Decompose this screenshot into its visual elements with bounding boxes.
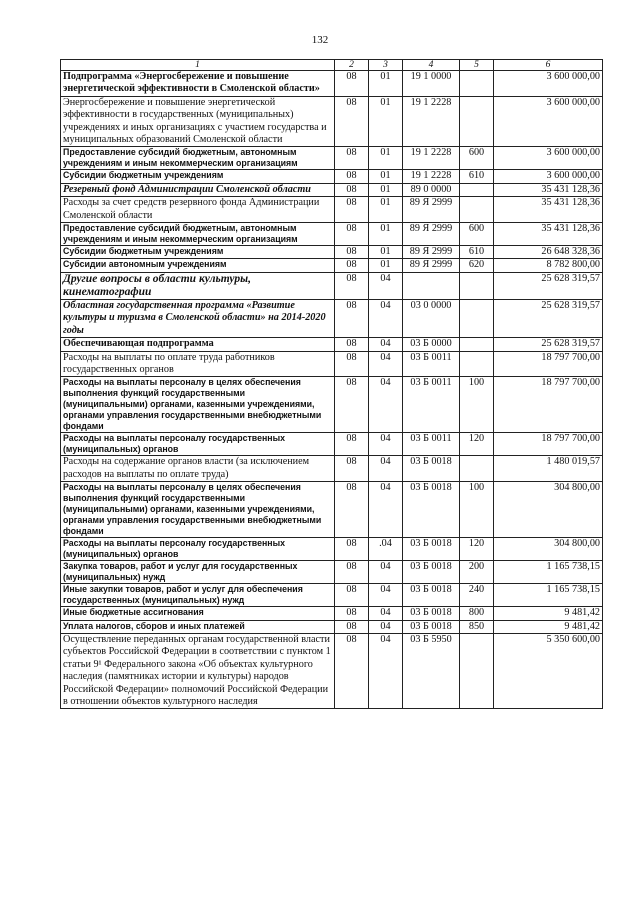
- row-target-article-cell: 03 Б 0011: [403, 433, 460, 456]
- row-target-article-cell: 89 Я 2999: [403, 259, 460, 272]
- row-expense-type-cell: 600: [460, 147, 494, 170]
- row-amount-cell: 5 350 600,00: [494, 633, 603, 708]
- row-name-cell: Расходы на выплаты по оплате труда работников государственных органов: [61, 351, 335, 377]
- row-amount-cell: 3 600 000,00: [494, 71, 603, 97]
- row-target-article-cell: 03 Б 0000: [403, 338, 460, 351]
- row-target-article-cell: 03 Б 5950: [403, 633, 460, 708]
- row-target-article-cell: 19 1 0000: [403, 71, 460, 97]
- row-expense-type-cell: 610: [460, 246, 494, 259]
- row-name-cell: Резервный фонд Администрации Смоленской области: [61, 183, 335, 196]
- row-expense-type-cell: 610: [460, 170, 494, 183]
- row-subsection-cell: 01: [369, 170, 403, 183]
- row-expense-type-cell: [460, 351, 494, 377]
- row-name-cell: Расходы на выплаты персоналу в целях обеспечения выполнения функций государственными (муниципальными) органами, казенными учреждениями, органами управления государственными внебюджетными фондами: [61, 377, 335, 433]
- row-section-cell: 08: [335, 246, 369, 259]
- page-number: 132: [311, 34, 329, 46]
- row-name-cell: Иные закупки товаров, работ и услуг для обеспечения государственных (муниципальных) нужд: [61, 584, 335, 607]
- row-amount-cell: 1 480 019,57: [494, 456, 603, 482]
- row-subsection-cell: 04: [369, 456, 403, 482]
- row-subsection-cell: 04: [369, 620, 403, 633]
- row-expense-type-cell: [460, 338, 494, 351]
- row-expense-type-cell: [460, 71, 494, 97]
- table-row: [61, 633, 603, 708]
- row-target-article-cell: 89 Я 2999: [403, 197, 460, 223]
- row-target-article-cell: [403, 272, 460, 299]
- row-subsection-cell: 04: [369, 633, 403, 708]
- table-row: [61, 197, 603, 223]
- row-expense-type-cell: [460, 183, 494, 196]
- row-section-cell: 08: [335, 223, 369, 246]
- row-expense-type-cell: [460, 633, 494, 708]
- row-name-cell: Расходы на выплаты персоналу в целях обеспечения выполнения функций государственными (муниципальными) органами, казенными учреждениями, органами управления государственными внебюджетными фондами: [61, 482, 335, 538]
- row-section-cell: 08: [335, 197, 369, 223]
- row-name-cell: Осуществление переданных органам государственной власти субъектов Российской Федерации в соответствии с пунктом 1 статьи 9¹ Федерального закона «Об объектах культурного наследия (памятниках истории и культуры) народов Российской Федерации» полномочий Российской Федерации в отношении объектов культурного наследия: [61, 633, 335, 708]
- row-amount-cell: 1 165 738,15: [494, 561, 603, 584]
- row-expense-type-cell: 120: [460, 433, 494, 456]
- row-amount-cell: 3 600 000,00: [494, 147, 603, 170]
- row-amount-cell: 304 800,00: [494, 482, 603, 538]
- table-row: [61, 96, 603, 147]
- table-row: [61, 607, 603, 620]
- row-subsection-cell: 04: [369, 607, 403, 620]
- row-subsection-cell: 04: [369, 299, 403, 337]
- row-target-article-cell: 03 0 0000: [403, 299, 460, 337]
- row-amount-cell: 25 628 319,57: [494, 272, 603, 299]
- row-subsection-cell: 04: [369, 338, 403, 351]
- row-section-cell: 08: [335, 96, 369, 147]
- budget-table: [60, 59, 603, 709]
- table-row: [61, 584, 603, 607]
- row-subsection-cell: 01: [369, 71, 403, 97]
- header-col-4: 4: [403, 60, 460, 71]
- row-section-cell: 08: [335, 259, 369, 272]
- table-row: [61, 338, 603, 351]
- header-col-5: 5: [460, 60, 494, 71]
- row-subsection-cell: 04: [369, 272, 403, 299]
- row-amount-cell: 35 431 128,36: [494, 183, 603, 196]
- row-expense-type-cell: [460, 299, 494, 337]
- row-subsection-cell: 04: [369, 482, 403, 538]
- row-section-cell: 08: [335, 170, 369, 183]
- row-name-cell: Предоставление субсидий бюджетным, автономным учреждениям и иным некоммерческим организациям: [61, 147, 335, 170]
- table-row: [61, 620, 603, 633]
- row-target-article-cell: 89 0 0000: [403, 183, 460, 196]
- row-section-cell: 08: [335, 71, 369, 97]
- row-amount-cell: 9 481,42: [494, 607, 603, 620]
- row-subsection-cell: 04: [369, 561, 403, 584]
- row-expense-type-cell: [460, 197, 494, 223]
- row-amount-cell: 3 600 000,00: [494, 170, 603, 183]
- table-row: [61, 272, 603, 299]
- row-name-cell: Областная государственная программа «Развитие культуры и туризма в Смоленской области» на 2014-2020 годы: [61, 299, 335, 337]
- table-body: [61, 71, 603, 709]
- row-section-cell: 08: [335, 538, 369, 561]
- table-row: [61, 183, 603, 196]
- row-name-cell: Субсидии бюджетным учреждениям: [61, 170, 335, 183]
- row-amount-cell: 18 797 700,00: [494, 377, 603, 433]
- row-subsection-cell: 01: [369, 147, 403, 170]
- row-subsection-cell: 04: [369, 351, 403, 377]
- row-section-cell: 08: [335, 351, 369, 377]
- row-section-cell: 08: [335, 584, 369, 607]
- row-target-article-cell: 89 Я 2999: [403, 246, 460, 259]
- row-subsection-cell: 01: [369, 96, 403, 147]
- row-subsection-cell: 01: [369, 183, 403, 196]
- row-section-cell: 08: [335, 482, 369, 538]
- row-expense-type-cell: 100: [460, 482, 494, 538]
- row-expense-type-cell: 200: [460, 561, 494, 584]
- row-name-cell: Субсидии бюджетным учреждениям: [61, 246, 335, 259]
- table-row: [61, 259, 603, 272]
- table-row: [61, 561, 603, 584]
- table-row: [61, 71, 603, 97]
- row-amount-cell: 9 481,42: [494, 620, 603, 633]
- row-expense-type-cell: [460, 456, 494, 482]
- row-expense-type-cell: 600: [460, 223, 494, 246]
- row-target-article-cell: 03 Б 0018: [403, 620, 460, 633]
- row-name-cell: Расходы за счет средств резервного фонда Администрации Смоленской области: [61, 197, 335, 223]
- row-expense-type-cell: 620: [460, 259, 494, 272]
- row-subsection-cell: 01: [369, 259, 403, 272]
- table-row: [61, 223, 603, 246]
- table-row: [61, 299, 603, 337]
- table-row: [61, 538, 603, 561]
- row-subsection-cell: 04: [369, 433, 403, 456]
- row-name-cell: Другие вопросы в области культуры, кинематографии: [61, 272, 335, 299]
- row-amount-cell: 35 431 128,36: [494, 223, 603, 246]
- row-target-article-cell: 03 Б 0018: [403, 538, 460, 561]
- row-name-cell: Обеспечивающая подпрограмма: [61, 338, 335, 351]
- row-target-article-cell: 19 1 2228: [403, 147, 460, 170]
- header-col-3: 3: [369, 60, 403, 71]
- row-section-cell: 08: [335, 272, 369, 299]
- row-expense-type-cell: [460, 96, 494, 147]
- header-col-2: 2: [335, 60, 369, 71]
- row-expense-type-cell: 120: [460, 538, 494, 561]
- row-section-cell: 08: [335, 433, 369, 456]
- row-target-article-cell: 03 Б 0018: [403, 584, 460, 607]
- row-amount-cell: 25 628 319,57: [494, 338, 603, 351]
- table-row: [61, 351, 603, 377]
- header-col-6: 6: [494, 60, 603, 71]
- row-section-cell: 08: [335, 456, 369, 482]
- table-row: [61, 377, 603, 433]
- row-amount-cell: 1 165 738,15: [494, 584, 603, 607]
- row-amount-cell: 26 648 328,36: [494, 246, 603, 259]
- row-section-cell: 08: [335, 633, 369, 708]
- row-amount-cell: 18 797 700,00: [494, 351, 603, 377]
- row-name-cell: Предоставление субсидий бюджетным, автономным учреждениям и иным некоммерческим организациям: [61, 223, 335, 246]
- row-expense-type-cell: [460, 272, 494, 299]
- table-row: [61, 246, 603, 259]
- row-section-cell: 08: [335, 620, 369, 633]
- row-section-cell: 08: [335, 607, 369, 620]
- row-section-cell: 08: [335, 338, 369, 351]
- row-target-article-cell: 03 Б 0018: [403, 456, 460, 482]
- row-target-article-cell: 03 Б 0011: [403, 377, 460, 433]
- header-col-1: 1: [61, 60, 335, 71]
- row-amount-cell: 18 797 700,00: [494, 433, 603, 456]
- row-expense-type-cell: 800: [460, 607, 494, 620]
- row-section-cell: 08: [335, 561, 369, 584]
- row-target-article-cell: 03 Б 0018: [403, 482, 460, 538]
- row-subsection-cell: 01: [369, 197, 403, 223]
- row-target-article-cell: 19 1 2228: [403, 96, 460, 147]
- row-name-cell: Энергосбережение и повышение энергетической эффективности в государственных (муниципальных) учреждениях и иных организациях с участием государства и муниципальных образований Смоленской области: [61, 96, 335, 147]
- row-target-article-cell: 89 Я 2999: [403, 223, 460, 246]
- row-section-cell: 08: [335, 377, 369, 433]
- row-expense-type-cell: 100: [460, 377, 494, 433]
- row-target-article-cell: 03 Б 0011: [403, 351, 460, 377]
- table-header-row: [61, 60, 603, 71]
- row-section-cell: 08: [335, 299, 369, 337]
- row-target-article-cell: 03 Б 0018: [403, 561, 460, 584]
- row-name-cell: Субсидии автономным учреждениям: [61, 259, 335, 272]
- table-row: [61, 170, 603, 183]
- row-amount-cell: 3 600 000,00: [494, 96, 603, 147]
- row-section-cell: 08: [335, 183, 369, 196]
- row-subsection-cell: 01: [369, 246, 403, 259]
- table-row: [61, 456, 603, 482]
- row-expense-type-cell: 240: [460, 584, 494, 607]
- row-subsection-cell: .04: [369, 538, 403, 561]
- row-name-cell: Уплата налогов, сборов и иных платежей: [61, 620, 335, 633]
- row-target-article-cell: 03 Б 0018: [403, 607, 460, 620]
- row-subsection-cell: 04: [369, 584, 403, 607]
- row-name-cell: Иные бюджетные ассигнования: [61, 607, 335, 620]
- row-name-cell: Расходы на выплаты персоналу государственных (муниципальных) органов: [61, 538, 335, 561]
- row-amount-cell: 25 628 319,57: [494, 299, 603, 337]
- row-amount-cell: 35 431 128,36: [494, 197, 603, 223]
- row-name-cell: Расходы на содержание органов власти (за исключением расходов на выплаты по оплате труда): [61, 456, 335, 482]
- table-row: [61, 433, 603, 456]
- row-name-cell: Подпрограмма «Энергосбережение и повышение энергетической эффективности в Смоленской области»: [61, 71, 335, 97]
- table-row: [61, 147, 603, 170]
- table-row: [61, 482, 603, 538]
- row-name-cell: Закупка товаров, работ и услуг для государственных (муниципальных) нужд: [61, 561, 335, 584]
- row-amount-cell: 304 800,00: [494, 538, 603, 561]
- row-expense-type-cell: 850: [460, 620, 494, 633]
- row-target-article-cell: 19 1 2228: [403, 170, 460, 183]
- row-subsection-cell: 04: [369, 377, 403, 433]
- row-subsection-cell: 01: [369, 223, 403, 246]
- row-name-cell: Расходы на выплаты персоналу государственных (муниципальных) органов: [61, 433, 335, 456]
- row-section-cell: 08: [335, 147, 369, 170]
- row-amount-cell: 8 782 800,00: [494, 259, 603, 272]
